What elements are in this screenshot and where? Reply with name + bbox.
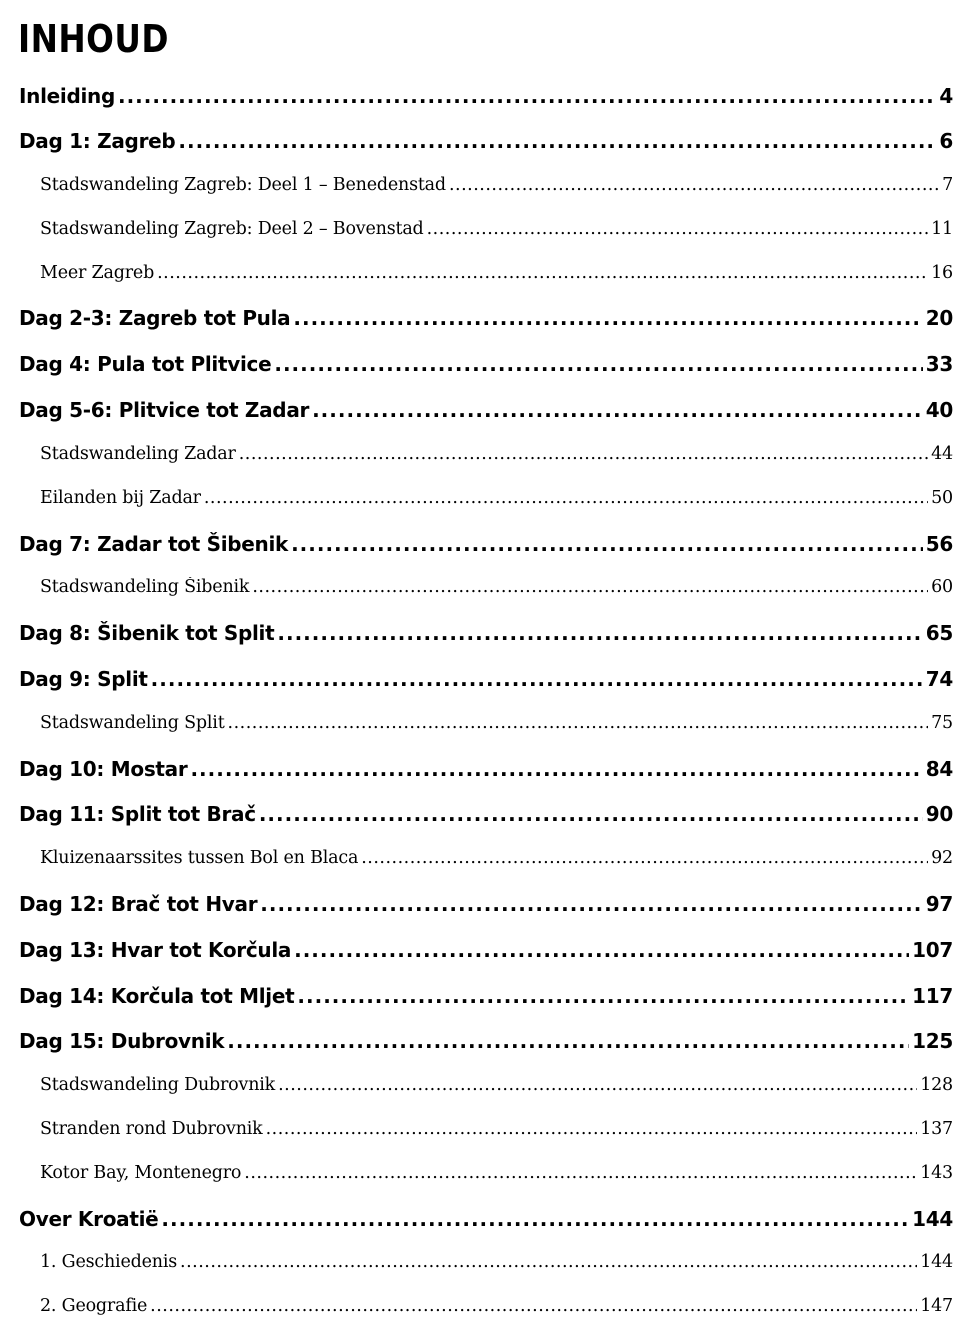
dot-leader (294, 938, 909, 962)
toc-page-number: 84 (925, 757, 953, 781)
dot-leader (277, 621, 922, 645)
toc-entry-label: Dag 13: Hvar tot Korčula (19, 938, 292, 962)
toc-section-row[interactable] (40, 1075, 953, 1105)
toc-entry-label: Stadswandeling Zagreb: Deel 1 – Benedenstad (40, 175, 446, 195)
toc-page-number: 147 (920, 1296, 953, 1316)
toc-page-number: 50 (931, 488, 953, 508)
toc-entry-label: Dag 1: Zagreb (19, 129, 176, 153)
toc-section-row[interactable] (40, 219, 953, 249)
toc-section-row[interactable] (40, 263, 953, 293)
toc-entry-label: Stranden rond Dubrovnik (40, 1119, 263, 1139)
dot-leader (228, 713, 929, 733)
toc-entry-label: Meer Zagreb (40, 263, 155, 283)
toc-page-number: 74 (925, 667, 953, 691)
toc-page-number: 11 (931, 219, 953, 239)
toc-entry-label: Over Kroatië (19, 1207, 159, 1231)
toc-entry-label: Dag 9: Split (19, 667, 148, 691)
toc-entry-label: Dag 14: Korčula tot Mljet (19, 984, 295, 1008)
toc-chapter-row[interactable] (19, 129, 953, 161)
dot-leader (274, 352, 922, 376)
dot-leader (151, 667, 923, 691)
toc-entry-label: Dag 2-3: Zagreb tot Pula (19, 306, 291, 330)
toc-page-number: 65 (925, 621, 953, 645)
toc-chapter-row[interactable] (19, 802, 953, 834)
toc-page-number: 125 (912, 1029, 953, 1053)
toc-section-row[interactable] (40, 848, 953, 878)
toc-chapter-row[interactable] (19, 757, 953, 789)
toc-page-number: 16 (931, 263, 953, 283)
toc-chapter-row[interactable] (19, 984, 953, 1016)
toc-section-row[interactable] (40, 175, 953, 205)
toc-section-row[interactable] (40, 1163, 953, 1193)
dot-leader (266, 1119, 918, 1139)
toc-entry-label: Stadswandeling Split (40, 713, 225, 733)
dot-leader (204, 488, 928, 508)
toc-entry-label: Stadswandeling Zadar (40, 444, 236, 464)
dot-leader (161, 1207, 909, 1231)
toc-entry-label: Dag 15: Dubrovnik (19, 1029, 225, 1053)
toc-chapter-row[interactable] (19, 667, 953, 699)
toc-chapter-row[interactable] (19, 1207, 953, 1239)
dot-leader (180, 1252, 917, 1272)
toc-chapter-row[interactable] (19, 1029, 953, 1061)
dot-leader (150, 1296, 917, 1316)
toc-entry-label: Inleiding (19, 84, 115, 108)
toc-page-number: 60 (931, 577, 953, 597)
toc-page-number: 107 (912, 938, 953, 962)
toc-page-number: 20 (925, 306, 953, 330)
dot-leader (260, 892, 923, 916)
toc-page-number: 144 (920, 1252, 953, 1272)
toc-entry-label: Dag 5-6: Plitvice tot Zadar (19, 398, 310, 422)
toc-page-number: 44 (931, 444, 953, 464)
toc-entry-label: Dag 7: Zadar tot Šibenik (19, 532, 289, 556)
dot-leader (190, 757, 922, 781)
toc-entry-label: Dag 12: Brač tot Hvar (19, 892, 258, 916)
page-title: INHOUD (18, 17, 169, 61)
toc-page-number: 97 (925, 892, 953, 916)
toc-chapter-row[interactable] (19, 306, 953, 338)
toc-page-number: 75 (931, 713, 953, 733)
toc-entry-label: Dag 11: Split tot Brač (19, 802, 256, 826)
toc-entry-label: Kluizenaarssites tussen Bol en Blaca (40, 848, 359, 868)
toc-page-number: 90 (925, 802, 953, 826)
dot-leader (259, 802, 923, 826)
toc-section-row[interactable] (40, 1252, 953, 1282)
toc-section-row[interactable] (40, 713, 953, 743)
toc-chapter-row[interactable] (19, 398, 953, 430)
toc-section-row[interactable] (40, 488, 953, 518)
dot-leader (252, 577, 928, 597)
toc-entry-label: Stadswandeling Dubrovnik (40, 1075, 276, 1095)
toc-entry-label: Stadswandeling Zagreb: Deel 2 – Bovenstad (40, 219, 424, 239)
toc-page-number: 143 (920, 1163, 953, 1183)
toc-entry-label: Kotor Bay, Montenegro (40, 1163, 242, 1183)
dot-leader (312, 398, 923, 422)
toc-entry-label: 2. Geografie (40, 1296, 148, 1316)
toc-page-number: 117 (912, 984, 953, 1008)
toc-entry-label: Dag 8: Šibenik tot Split (19, 621, 275, 645)
dot-leader (157, 263, 928, 283)
toc-entry-label: 1. Geschiedenis (40, 1252, 178, 1272)
toc-page-number: 144 (912, 1207, 953, 1231)
toc-chapter-row[interactable] (19, 621, 953, 653)
toc-section-row[interactable] (40, 1119, 953, 1149)
toc-entry-label: Stadswandeling Šibenik (40, 577, 250, 597)
dot-leader (449, 175, 939, 195)
toc-section-row[interactable] (40, 1296, 953, 1326)
dot-leader (293, 306, 922, 330)
toc-page-number: 6 (939, 129, 953, 153)
toc-chapter-row[interactable] (19, 938, 953, 970)
toc-page-number: 7 (942, 175, 953, 195)
toc-page-number: 128 (920, 1075, 953, 1095)
dot-leader (118, 84, 936, 108)
toc-page-number: 92 (931, 848, 953, 868)
dot-leader (291, 532, 923, 556)
toc-page-number: 56 (925, 532, 953, 556)
toc-chapter-row[interactable] (19, 352, 953, 384)
dot-leader (278, 1075, 917, 1095)
toc-chapter-row[interactable] (19, 532, 953, 564)
dot-leader (427, 219, 929, 239)
toc-entry-label: Dag 10: Mostar (19, 757, 188, 781)
toc-chapter-row[interactable] (19, 84, 953, 116)
toc-section-row[interactable] (40, 577, 953, 607)
dot-leader (178, 129, 936, 153)
dot-leader (239, 444, 928, 464)
toc-entry-label: Eilanden bij Zadar (40, 488, 201, 508)
toc-page-number: 137 (920, 1119, 953, 1139)
toc-page-number: 4 (939, 84, 953, 108)
dot-leader (297, 984, 909, 1008)
toc-chapter-row[interactable] (19, 892, 953, 924)
dot-leader (361, 848, 928, 868)
toc-page-number: 40 (925, 398, 953, 422)
toc-section-row[interactable] (40, 444, 953, 474)
dot-leader (227, 1029, 909, 1053)
toc-page-number: 33 (925, 352, 953, 376)
dot-leader (244, 1163, 917, 1183)
toc-entry-label: Dag 4: Pula tot Plitvice (19, 352, 272, 376)
